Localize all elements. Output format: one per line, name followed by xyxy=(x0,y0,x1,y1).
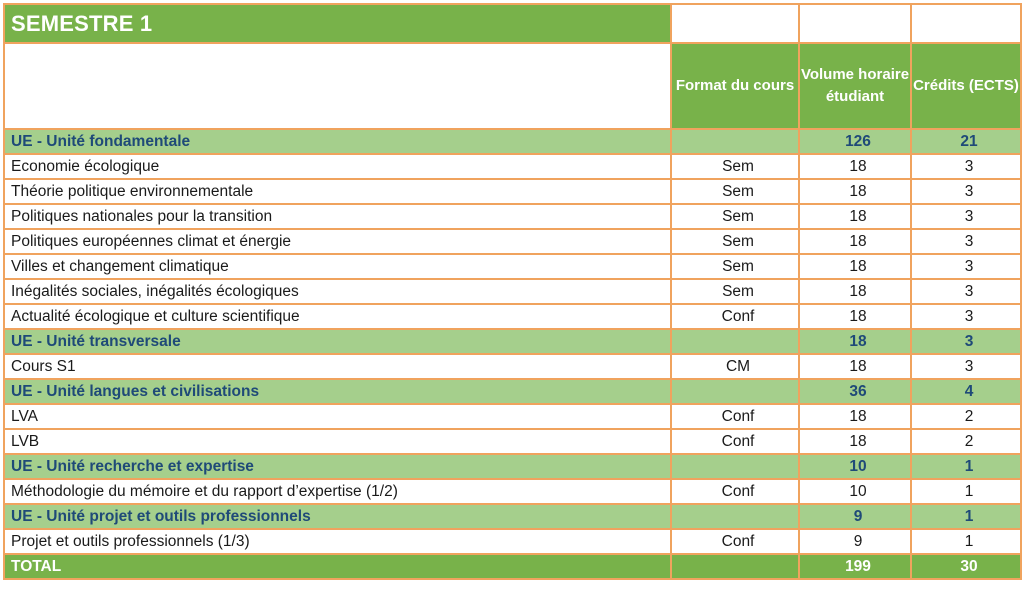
row-volume: 18 xyxy=(799,354,911,379)
row-volume: 18 xyxy=(799,204,911,229)
ue-row xyxy=(4,329,1021,354)
row-credits: 1 xyxy=(911,454,1021,479)
empty-header-cell xyxy=(4,43,671,129)
row-volume: 126 xyxy=(799,129,911,154)
course-row xyxy=(4,179,1021,204)
total-row xyxy=(4,554,1021,579)
row-label: Inégalités sociales, inégalités écologiques xyxy=(4,279,671,304)
row-format: CM xyxy=(671,354,799,379)
row-volume: 18 xyxy=(799,304,911,329)
course-row xyxy=(4,479,1021,504)
row-label: Méthodologie du mémoire et du rapport d’expertise (1/2) xyxy=(4,479,671,504)
row-credits: 2 xyxy=(911,429,1021,454)
title-row xyxy=(4,4,1021,43)
row-label: TOTAL xyxy=(4,554,671,579)
row-credits: 3 xyxy=(911,354,1021,379)
row-format: Sem xyxy=(671,204,799,229)
row-format: Conf xyxy=(671,529,799,554)
row-volume: 9 xyxy=(799,504,911,529)
ue-row xyxy=(4,129,1021,154)
row-credits: 3 xyxy=(911,229,1021,254)
row-credits: 3 xyxy=(911,254,1021,279)
empty-cell xyxy=(799,4,911,43)
row-format: Sem xyxy=(671,279,799,304)
header-credits: Crédits (ECTS) xyxy=(911,43,1021,129)
row-format: Conf xyxy=(671,479,799,504)
row-volume: 18 xyxy=(799,254,911,279)
course-row xyxy=(4,154,1021,179)
row-format: Conf xyxy=(671,429,799,454)
course-row xyxy=(4,529,1021,554)
course-row xyxy=(4,354,1021,379)
row-credits: 1 xyxy=(911,504,1021,529)
header-row xyxy=(4,43,1021,129)
row-format xyxy=(671,379,799,404)
row-credits: 3 xyxy=(911,329,1021,354)
row-volume: 10 xyxy=(799,454,911,479)
row-label: Actualité écologique et culture scientifique xyxy=(4,304,671,329)
ue-row xyxy=(4,379,1021,404)
row-credits: 2 xyxy=(911,404,1021,429)
row-volume: 18 xyxy=(799,329,911,354)
row-format: Conf xyxy=(671,404,799,429)
row-label: Politiques nationales pour la transition xyxy=(4,204,671,229)
row-format xyxy=(671,329,799,354)
empty-cell xyxy=(911,4,1021,43)
row-volume: 18 xyxy=(799,229,911,254)
row-format: Sem xyxy=(671,229,799,254)
row-format: Sem xyxy=(671,154,799,179)
course-row xyxy=(4,204,1021,229)
row-volume: 10 xyxy=(799,479,911,504)
row-label: Cours S1 xyxy=(4,354,671,379)
row-credits: 21 xyxy=(911,129,1021,154)
course-row xyxy=(4,404,1021,429)
row-label: Villes et changement climatique xyxy=(4,254,671,279)
course-row xyxy=(4,304,1021,329)
course-row xyxy=(4,429,1021,454)
row-format xyxy=(671,454,799,479)
row-label: LVA xyxy=(4,404,671,429)
row-label: Projet et outils professionnels (1/3) xyxy=(4,529,671,554)
row-format xyxy=(671,129,799,154)
row-volume: 18 xyxy=(799,279,911,304)
course-row xyxy=(4,254,1021,279)
empty-cell xyxy=(671,4,799,43)
row-label: Théorie politique environnementale xyxy=(4,179,671,204)
row-credits: 30 xyxy=(911,554,1021,579)
header-format: Format du cours xyxy=(671,43,799,129)
course-row xyxy=(4,279,1021,304)
row-label: Economie écologique xyxy=(4,154,671,179)
semester-title: SEMESTRE 1 xyxy=(4,4,671,43)
row-volume: 18 xyxy=(799,404,911,429)
row-volume: 36 xyxy=(799,379,911,404)
row-label: LVB xyxy=(4,429,671,454)
row-format: Sem xyxy=(671,254,799,279)
row-format: Sem xyxy=(671,179,799,204)
row-credits: 3 xyxy=(911,304,1021,329)
row-credits: 3 xyxy=(911,154,1021,179)
row-label: UE - Unité langues et civilisations xyxy=(4,379,671,404)
semester-table xyxy=(3,3,1022,580)
header-volume: Volume horaire étudiant xyxy=(799,43,911,129)
row-volume: 18 xyxy=(799,154,911,179)
row-format: Conf xyxy=(671,304,799,329)
row-label: UE - Unité recherche et expertise xyxy=(4,454,671,479)
row-credits: 3 xyxy=(911,279,1021,304)
row-credits: 1 xyxy=(911,529,1021,554)
row-volume: 199 xyxy=(799,554,911,579)
course-row xyxy=(4,229,1021,254)
row-credits: 3 xyxy=(911,179,1021,204)
row-credits: 3 xyxy=(911,204,1021,229)
row-label: UE - Unité fondamentale xyxy=(4,129,671,154)
row-credits: 1 xyxy=(911,479,1021,504)
row-format xyxy=(671,504,799,529)
row-label: UE - Unité projet et outils professionnels xyxy=(4,504,671,529)
ue-row xyxy=(4,454,1021,479)
row-format xyxy=(671,554,799,579)
row-credits: 4 xyxy=(911,379,1021,404)
ue-row xyxy=(4,504,1021,529)
row-label: UE - Unité transversale xyxy=(4,329,671,354)
row-volume: 18 xyxy=(799,429,911,454)
row-volume: 18 xyxy=(799,179,911,204)
row-volume: 9 xyxy=(799,529,911,554)
row-label: Politiques européennes climat et énergie xyxy=(4,229,671,254)
